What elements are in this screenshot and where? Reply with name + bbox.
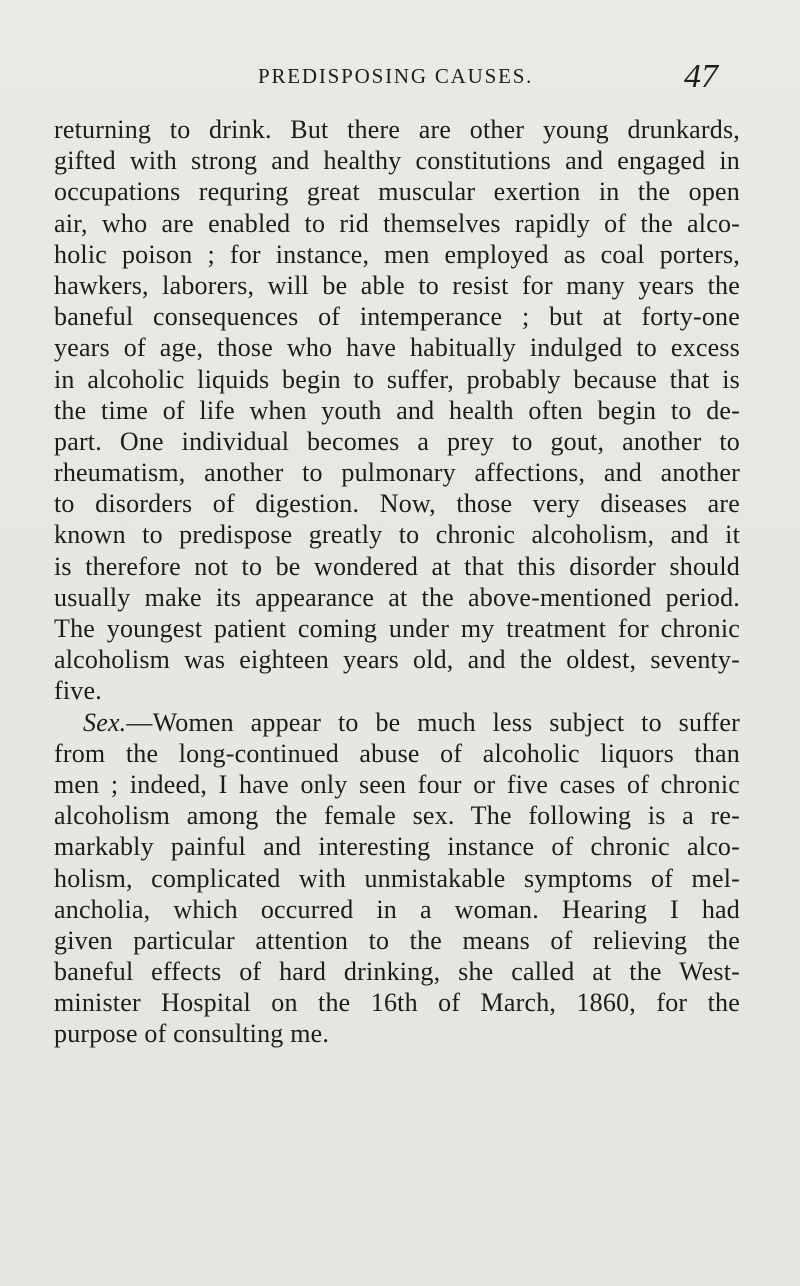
text-line: minister Hospital on the 16th of March, 1860, for the	[54, 988, 740, 1018]
text-line: alcoholism was eighteen years old, and the oldest, seventy-	[54, 645, 740, 675]
text-line: part. One individual becomes a prey to gout, another to	[54, 426, 740, 456]
text-line: holic poison ; for instance, men employed as coal porters,	[54, 239, 740, 269]
text-line: occupations requring great muscular exertion in the open	[54, 177, 740, 207]
text-line: returning to drink. But there are other young drunkards,	[54, 115, 740, 144]
sex-first-line-text: —Women appear to be much less subject to suffer	[126, 707, 740, 737]
text-line: five.	[54, 676, 102, 706]
text-line: baneful consequences of intemperance ; but at forty-one	[54, 302, 740, 332]
text-line: gifted with strong and healthy constitutions and engaged in	[54, 146, 740, 176]
text-line: is therefore not to be wondered at that this disorder should	[54, 551, 740, 581]
text-line: purpose of consulting me.	[54, 1019, 330, 1049]
running-title: PREDISPOSING CAUSES.	[258, 64, 534, 88]
text-line: in alcoholic liquids begin to suffer, probably because that is	[54, 364, 740, 394]
page-number: 47	[684, 58, 718, 95]
text-line: to disorders of digestion. Now, those very diseases are	[54, 489, 740, 519]
text-line: ancholia, which occurred in a woman. Hearing I had	[54, 894, 740, 924]
text-line: baneful effects of hard drinking, she called at the West-	[54, 957, 740, 987]
sex-heading: Sex.	[83, 707, 127, 737]
text-line: years of age, those who have habitually indulged to excess	[54, 333, 740, 363]
text-line: given particular attention to the means of relieving the	[54, 925, 740, 955]
text-line: from the long-continued abuse of alcoholic liquors than	[54, 738, 740, 768]
text-line: holism, complicated with unmistakable symptoms of mel-	[54, 863, 740, 893]
sex-paragraph-first-line	[54, 707, 740, 738]
text-line: alcoholism among the female sex. The following is a re-	[54, 801, 740, 831]
body-text	[54, 114, 740, 1050]
text-line: known to predispose greatly to chronic alcoholism, and it	[54, 520, 740, 550]
text-line: men ; indeed, I have only seen four or five cases of chronic	[54, 769, 740, 799]
text-line: hawkers, laborers, will be able to resist for many years the	[54, 270, 740, 300]
text-line: markably painful and interesting instance of chronic alco-	[54, 832, 740, 862]
running-header	[0, 58, 800, 98]
text-line: The youngest patient coming under my treatment for chronic	[54, 614, 740, 643]
text-line: air, who are enabled to rid themselves rapidly of the alco-	[54, 208, 740, 238]
text-line: usually make its appearance at the above-mentioned period.	[54, 582, 740, 612]
text-line: rheumatism, another to pulmonary affections, and another	[54, 458, 740, 488]
text-line: the time of life when youth and health often begin to de-	[54, 395, 740, 425]
